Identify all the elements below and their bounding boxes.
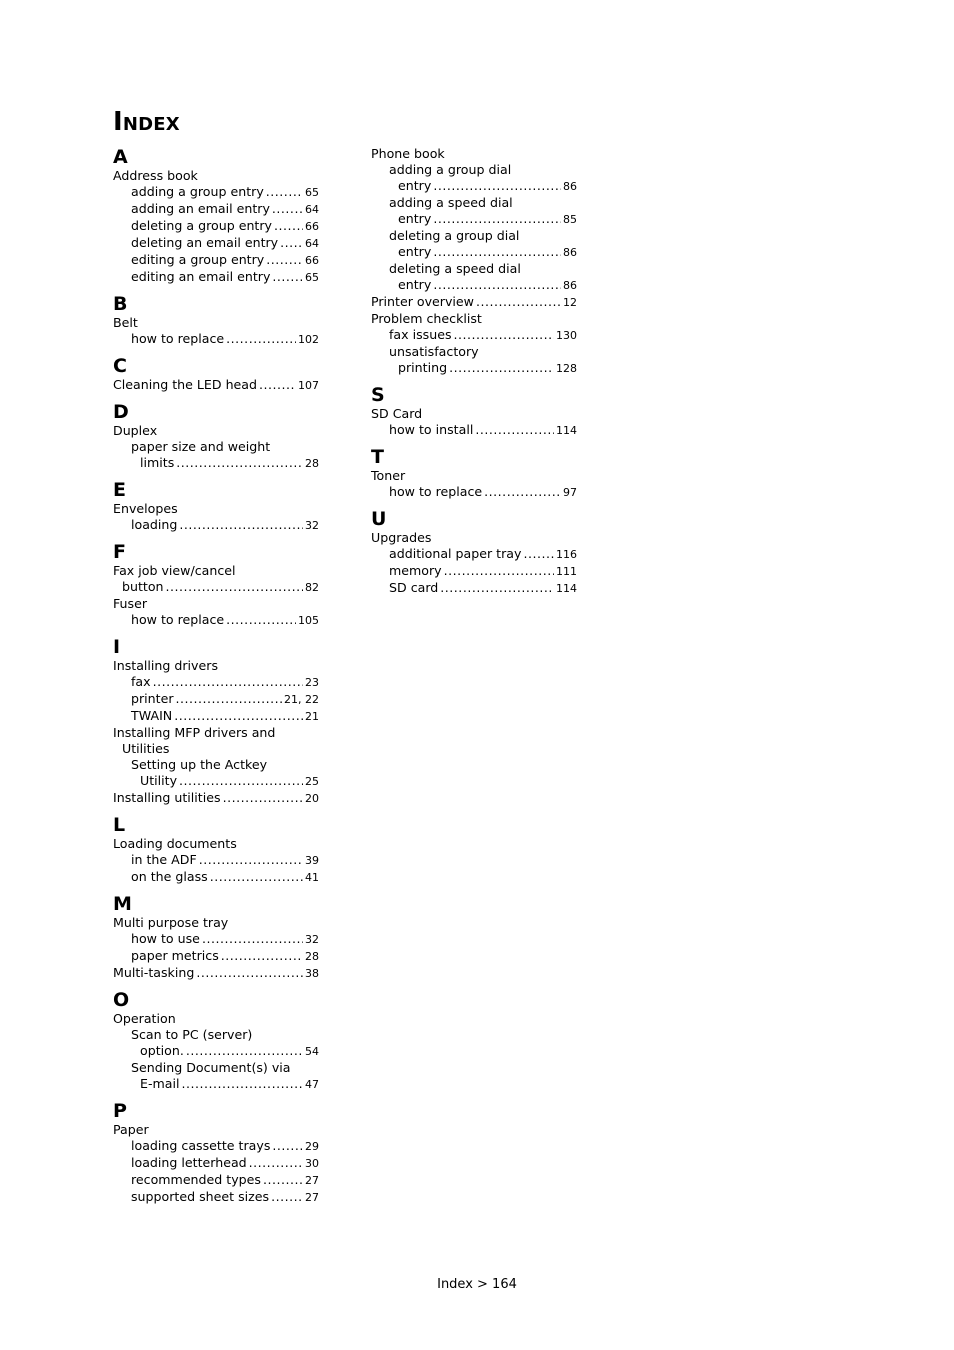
entry-text: Paper: [113, 1122, 149, 1137]
page-number[interactable]: 32: [305, 519, 319, 532]
dot-leader: [454, 327, 554, 343]
index-entry[interactable]: [113, 773, 319, 790]
entry-text: how to replace: [131, 331, 225, 346]
index-entry[interactable]: [113, 931, 319, 948]
dot-leader: [226, 331, 296, 347]
index-entry[interactable]: [113, 269, 319, 286]
index-heading: [113, 658, 319, 674]
dot-leader: [433, 277, 561, 293]
dot-leader: [179, 773, 303, 789]
entry-text: adding an email entry: [131, 201, 270, 216]
index-heading: [371, 530, 577, 546]
dot-leader: [176, 455, 303, 471]
entry-text: deleting a group entry: [131, 218, 273, 233]
index-section: [113, 1100, 319, 1206]
entry-text: Printer overview: [371, 294, 474, 309]
entry-text: Sending Document(s) via: [131, 1060, 291, 1075]
dot-leader: [272, 269, 303, 285]
index-entry[interactable]: [371, 360, 577, 377]
entry-text: deleting an email entry: [131, 235, 279, 250]
entry-text: Fuser: [113, 596, 148, 611]
dot-leader: [274, 218, 303, 234]
dot-leader: [221, 948, 303, 964]
entry-text: how to use: [131, 931, 200, 946]
index-heading: [113, 741, 319, 757]
entry-text: loading cassette trays: [131, 1138, 271, 1153]
entry-text: fax issues: [389, 327, 452, 342]
page-number[interactable]: 86: [563, 246, 577, 259]
index-heading: [113, 915, 319, 931]
dot-leader: [223, 790, 303, 806]
entry-text: additional paper tray: [389, 546, 522, 561]
entry-text: Multi-tasking: [113, 965, 195, 980]
index-entry[interactable]: [113, 377, 319, 394]
dot-leader: [249, 1155, 303, 1171]
index-heading: [371, 162, 577, 178]
index-entry[interactable]: [113, 331, 319, 348]
index-section: [113, 146, 319, 286]
page-number[interactable]: 85: [563, 213, 577, 226]
index-heading: [113, 439, 319, 455]
entry-text: deleting a group dial: [389, 228, 520, 243]
index-entry[interactable]: [113, 579, 319, 596]
index-entry[interactable]: [113, 184, 319, 201]
entry-text: TWAIN: [131, 708, 173, 723]
page-number[interactable]: 64: [305, 203, 319, 216]
index-entry[interactable]: [113, 708, 319, 725]
entry-text: adding a speed dial: [389, 195, 513, 210]
entry-text: Installing MFP drivers and: [113, 725, 276, 740]
entry-text: Installing drivers: [113, 658, 218, 673]
page-number[interactable]: 25: [305, 775, 319, 788]
entry-text: Utility: [140, 773, 178, 788]
entry-text: entry: [398, 178, 432, 193]
entry-text: Upgrades: [371, 530, 432, 545]
dot-leader: [202, 931, 303, 947]
dot-leader: [433, 244, 561, 260]
index-section: [371, 508, 577, 597]
entry-text: Problem checklist: [371, 311, 482, 326]
entry-text: SD card: [389, 580, 439, 595]
index-heading: [113, 563, 319, 579]
index-heading: [113, 596, 319, 612]
index-heading: [371, 261, 577, 277]
page-number[interactable]: 97: [563, 486, 577, 499]
dot-leader: [444, 563, 554, 579]
page-number[interactable]: 27: [305, 1191, 319, 1204]
page-number[interactable]: 39: [305, 854, 319, 867]
entry-text: Belt: [113, 315, 138, 330]
page-number[interactable]: 27: [305, 1174, 319, 1187]
index-entry[interactable]: [113, 674, 319, 691]
index-entry[interactable]: [371, 422, 577, 439]
entry-text: Setting up the Actkey: [131, 757, 268, 772]
page-number[interactable]: 20: [305, 792, 319, 805]
entry-text: supported sheet sizes: [131, 1189, 270, 1204]
index-entry[interactable]: [113, 965, 319, 982]
entry-text: paper size and weight: [131, 439, 271, 454]
index-section: [371, 384, 577, 439]
entry-text: Cleaning the LED head: [113, 377, 258, 392]
dot-leader: [182, 1076, 304, 1092]
index-entry[interactable]: [371, 277, 577, 294]
entry-text: on the glass: [131, 869, 208, 884]
page-number[interactable]: 102: [298, 333, 319, 346]
dot-leader: [440, 580, 554, 596]
page-number[interactable]: 28: [305, 950, 319, 963]
index-column-left: [113, 146, 319, 1213]
entry-text: Utilities: [122, 741, 170, 756]
index-entry[interactable]: [371, 546, 577, 563]
page-number[interactable]: 38: [305, 967, 319, 980]
dot-leader: [179, 517, 303, 533]
index-heading: [113, 1011, 319, 1027]
index-entry[interactable]: [113, 1076, 319, 1093]
section-letter: I: [113, 636, 121, 658]
page-number[interactable]: 29: [305, 1140, 319, 1153]
entry-text: entry: [398, 244, 432, 259]
section-letter: O: [113, 989, 130, 1011]
section-letter: T: [371, 446, 384, 468]
index-entry[interactable]: [113, 517, 319, 534]
entry-text: option.: [140, 1043, 184, 1058]
index-heading: [371, 468, 577, 484]
page-number[interactable]: 130: [556, 329, 577, 342]
index-heading: [113, 423, 319, 439]
dot-leader: [176, 691, 282, 707]
index-section: [113, 541, 319, 629]
page-number[interactable]: 111: [556, 565, 577, 578]
index-heading: [371, 146, 577, 162]
index-entry[interactable]: [113, 201, 319, 218]
entry-text: Address book: [113, 168, 198, 183]
index-entry[interactable]: [371, 327, 577, 344]
dot-leader: [266, 184, 303, 200]
index-heading: [113, 501, 319, 517]
entry-text: loading letterhead: [131, 1155, 247, 1170]
dot-leader: [263, 1172, 303, 1188]
entry-text: how to replace: [131, 612, 225, 627]
dot-leader: [259, 377, 296, 393]
index-entry[interactable]: [113, 852, 319, 869]
dot-leader: [210, 869, 303, 885]
entry-text: SD Card: [371, 406, 423, 421]
dot-leader: [174, 708, 303, 724]
entry-text: Fax job view/cancel: [113, 563, 236, 578]
section-letter: P: [113, 1100, 127, 1122]
dot-leader: [272, 1138, 303, 1154]
index-heading: [113, 836, 319, 852]
page-number[interactable]: 86: [563, 279, 577, 292]
dot-leader: [272, 201, 303, 217]
section-letter: B: [113, 293, 128, 315]
index-heading: [371, 228, 577, 244]
index-heading: [371, 195, 577, 211]
index-entry[interactable]: [113, 1172, 319, 1189]
index-entry[interactable]: [113, 1155, 319, 1172]
entry-text: unsatisfactory: [389, 344, 479, 359]
index-section: [371, 446, 577, 501]
index-heading: [371, 311, 577, 327]
index-heading: [113, 1060, 319, 1076]
index-entry[interactable]: [113, 455, 319, 472]
page-number[interactable]: 41: [305, 871, 319, 884]
section-letter: F: [113, 541, 126, 563]
index-entry[interactable]: [113, 235, 319, 252]
entry-text: Multi purpose tray: [113, 915, 229, 930]
entry-text: printing: [398, 360, 448, 375]
page-number[interactable]: 64: [305, 237, 319, 250]
page-number[interactable]: 66: [305, 254, 319, 267]
entry-text: button: [122, 579, 164, 594]
index-entry[interactable]: [113, 1138, 319, 1155]
section-letter: U: [371, 508, 387, 530]
index-section: [113, 479, 319, 534]
index-entry[interactable]: [371, 563, 577, 580]
index-section: [113, 355, 319, 394]
entry-text: adding a group dial: [389, 162, 512, 177]
page-number[interactable]: 32: [305, 933, 319, 946]
page-number[interactable]: 28: [305, 457, 319, 470]
entry-text: how to install: [389, 422, 474, 437]
entry-text: loading: [131, 517, 178, 532]
dot-leader: [226, 612, 296, 628]
dot-leader: [433, 211, 561, 227]
dot-leader: [166, 579, 303, 595]
page-number[interactable]: 23: [305, 676, 319, 689]
entry-text: how to replace: [389, 484, 483, 499]
section-letter: D: [113, 401, 129, 423]
page-number[interactable]: 54: [305, 1045, 319, 1058]
entry-text: entry: [398, 277, 432, 292]
page-number[interactable]: 30: [305, 1157, 319, 1170]
page-number[interactable]: 47: [305, 1078, 319, 1091]
page-footer: Index > 164: [437, 1277, 517, 1292]
entry-text: fax: [131, 674, 151, 689]
entry-text: E-mail: [140, 1076, 180, 1091]
entry-text: memory: [389, 563, 442, 578]
index-entry[interactable]: [113, 691, 319, 708]
dot-leader: [433, 178, 561, 194]
section-letter: L: [113, 814, 126, 836]
page-number[interactable]: 65: [305, 271, 319, 284]
entry-text: entry: [398, 211, 432, 226]
index-entry[interactable]: [371, 294, 577, 311]
dot-leader: [449, 360, 554, 376]
section-letter: C: [113, 355, 127, 377]
entry-text: Operation: [113, 1011, 176, 1026]
index-entry[interactable]: [371, 211, 577, 228]
index-entry[interactable]: [113, 252, 319, 269]
entry-text: Envelopes: [113, 501, 178, 516]
entry-text: limits: [140, 455, 175, 470]
page-number[interactable]: 65: [305, 186, 319, 199]
dot-leader: [484, 484, 561, 500]
index-section: [371, 146, 577, 377]
index-entry[interactable]: [113, 948, 319, 965]
entry-text: editing a group entry: [131, 252, 265, 267]
entry-text: Installing utilities: [113, 790, 221, 805]
page-number[interactable]: 128: [556, 362, 577, 375]
page-title: Index: [113, 107, 180, 137]
dot-leader: [476, 294, 561, 310]
index-section: [113, 636, 319, 807]
page-number[interactable]: 105: [298, 614, 319, 627]
dot-leader: [266, 252, 303, 268]
page-number[interactable]: 116: [556, 548, 577, 561]
page-number[interactable]: 82: [305, 581, 319, 594]
index-heading: [113, 725, 319, 741]
index-entry[interactable]: [113, 1189, 319, 1206]
index-heading: [113, 1122, 319, 1138]
entry-text: Scan to PC (server): [131, 1027, 253, 1042]
dot-leader: [280, 235, 303, 251]
index-entry[interactable]: [113, 790, 319, 807]
entry-text: Loading documents: [113, 836, 237, 851]
index-section: [113, 893, 319, 982]
section-letter: M: [113, 893, 132, 915]
index-entry[interactable]: [113, 869, 319, 886]
index-entry[interactable]: [371, 580, 577, 597]
page-number[interactable]: 86: [563, 180, 577, 193]
page-number[interactable]: 114: [556, 424, 577, 437]
page-number[interactable]: 21, 22: [284, 693, 319, 706]
index-heading: [113, 1027, 319, 1043]
dot-leader: [186, 1043, 303, 1059]
section-letter: S: [371, 384, 385, 406]
dot-leader: [196, 965, 303, 981]
index-entry[interactable]: [113, 218, 319, 235]
dot-leader: [199, 852, 303, 868]
entry-text: in the ADF: [131, 852, 197, 867]
dot-leader: [153, 674, 303, 690]
index-heading: [113, 315, 319, 331]
index-entry[interactable]: [371, 484, 577, 501]
dot-leader: [523, 546, 554, 562]
entry-text: deleting a speed dial: [389, 261, 521, 276]
index-section: [113, 293, 319, 348]
entry-text: editing an email entry: [131, 269, 271, 284]
page-number[interactable]: 107: [298, 379, 319, 392]
page-number[interactable]: 114: [556, 582, 577, 595]
index-entry[interactable]: [113, 612, 319, 629]
index-entry[interactable]: [371, 244, 577, 261]
index-column-right: [371, 146, 577, 604]
index-entry[interactable]: [371, 178, 577, 195]
page-number[interactable]: 12: [563, 296, 577, 309]
index-section: [113, 401, 319, 472]
index-heading: [113, 757, 319, 773]
entry-text: adding a group entry: [131, 184, 264, 199]
index-entry[interactable]: [113, 1043, 319, 1060]
index-heading: [371, 344, 577, 360]
dot-leader: [475, 422, 554, 438]
entry-text: recommended types: [131, 1172, 261, 1187]
page-number[interactable]: 66: [305, 220, 319, 233]
entry-text: Duplex: [113, 423, 158, 438]
index-heading: [113, 168, 319, 184]
entry-text: printer: [131, 691, 174, 706]
page-number[interactable]: 21: [305, 710, 319, 723]
section-letter: A: [113, 146, 128, 168]
entry-text: paper metrics: [131, 948, 219, 963]
index-heading: [371, 406, 577, 422]
index-section: [113, 814, 319, 886]
dot-leader: [271, 1189, 303, 1205]
entry-text: Toner: [371, 468, 406, 483]
index-section: [113, 989, 319, 1093]
section-letter: E: [113, 479, 126, 501]
entry-text: Phone book: [371, 146, 445, 161]
